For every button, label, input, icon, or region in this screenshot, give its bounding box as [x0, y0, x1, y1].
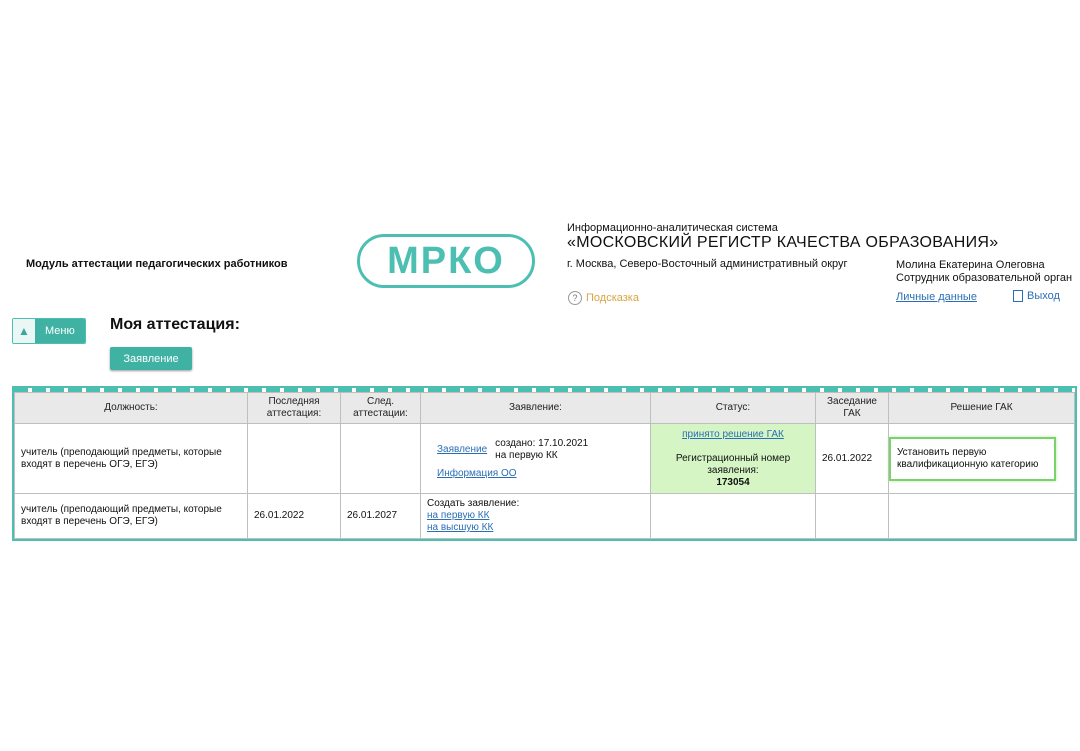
application-button[interactable]: Заявление [110, 347, 192, 370]
mrko-logo: МРКО [357, 234, 535, 288]
status-cell [651, 494, 816, 539]
user-role: Сотрудник образовательной орган [896, 272, 1073, 284]
region-text: г. Москва, Северо-Восточный административный округ [567, 258, 848, 270]
header-application: Заявление: [421, 393, 651, 424]
application-link[interactable]: Заявление [437, 443, 488, 455]
arrow-up-icon: ▲ [13, 319, 35, 343]
header-next-attestation: След. аттестации: [341, 393, 421, 424]
last-attestation-cell: 26.01.2022 [248, 494, 341, 539]
first-category-link[interactable]: на первую КК [427, 510, 490, 521]
system-title: «МОСКОВСКИЙ РЕГИСТР КАЧЕСТВА ОБРАЗОВАНИЯ» [567, 234, 999, 251]
table-row [15, 424, 1075, 494]
module-title: Модуль аттестации педагогических работников [26, 258, 288, 270]
target-category: на первую КК [495, 449, 558, 461]
application-cell [421, 424, 651, 494]
info-oo-link[interactable]: Информация ОО [437, 467, 517, 479]
logout-label: Выход [1027, 290, 1060, 302]
created-date: создано: 17.10.2021 [495, 437, 589, 449]
personal-data-link[interactable]: Личные данные [896, 291, 977, 303]
header-position: Должность: [15, 393, 248, 424]
reg-label: Регистрационный номер заявления: [675, 452, 791, 476]
header-status: Статус: [651, 393, 816, 424]
higher-category-link[interactable]: на высшую КК [427, 522, 494, 533]
next-attestation-cell [341, 424, 421, 494]
system-subtitle: Информационно-аналитическая система [567, 222, 778, 234]
table-header-row [15, 393, 1075, 424]
create-label: Создать заявление: [427, 498, 520, 509]
question-icon: ? [568, 291, 582, 305]
help-label: Подсказка [586, 292, 639, 304]
gak-decision-box: Установить первую квалификационную категорию [889, 437, 1056, 481]
table-row [15, 494, 1075, 539]
gak-meeting-cell [816, 494, 889, 539]
help-link[interactable] [568, 291, 639, 305]
menu-label: Меню [35, 319, 85, 343]
reg-number: 173054 [716, 476, 750, 488]
position-cell: учитель (преподающий предметы, которые входят в перечень ОГЭ, ЕГЭ) [15, 424, 248, 494]
logout-link[interactable] [1013, 290, 1060, 302]
gak-decision-cell [889, 424, 1075, 494]
application-cell [421, 494, 651, 539]
user-name: Молина Екатерина Олеговна [896, 259, 1045, 271]
header-last-attestation: Последняя аттестация: [248, 393, 341, 424]
last-attestation-cell [248, 424, 341, 494]
gak-meeting-cell: 26.01.2022 [816, 424, 889, 494]
menu-button[interactable] [12, 318, 86, 344]
attestation-table [12, 386, 1077, 541]
gak-decision-cell [889, 494, 1075, 539]
position-cell: учитель (преподающий предметы, которые входят в перечень ОГЭ, ЕГЭ) [15, 494, 248, 539]
status-cell [651, 424, 816, 494]
header-gak-meeting: Заседание ГАК [816, 393, 889, 424]
header-gak-decision: Решение ГАК [889, 393, 1075, 424]
logout-icon [1013, 290, 1023, 302]
next-attestation-cell: 26.01.2027 [341, 494, 421, 539]
status-link[interactable]: принято решение ГАК [682, 428, 784, 440]
page-heading: Моя аттестация: [110, 316, 240, 333]
